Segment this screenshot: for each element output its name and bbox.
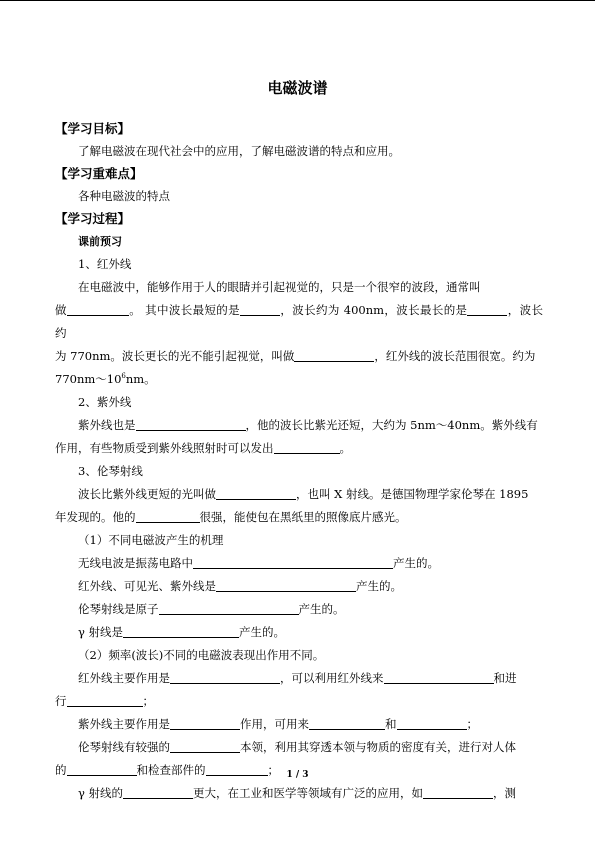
text-run: 无线电波是振荡电路中 (78, 556, 193, 570)
mechanism-heading: （1）不同电磁波产生的机理 (78, 533, 224, 547)
mechanism-xray (55, 598, 543, 621)
fill-blank[interactable] (309, 716, 385, 730)
infrared-paragraph-cont (55, 299, 543, 345)
text-run: ，波长约为 400nm，波长最长的是 (280, 303, 468, 317)
effects-heading: （2）频率(波长)不同的电磁波表现出作用不同。 (78, 648, 325, 662)
text-run: ，波长约 (55, 303, 544, 340)
fill-blank[interactable] (67, 693, 143, 707)
section-heading-process: 【学习过程】 (55, 211, 131, 226)
fill-blank[interactable] (397, 716, 467, 730)
fill-blank[interactable] (136, 417, 246, 431)
text-run: 更大，在工业和医学等领域有广泛的应用，如 (193, 786, 424, 800)
fill-blank[interactable] (467, 302, 507, 316)
fill-blank[interactable] (384, 670, 494, 684)
fill-blank[interactable] (136, 509, 200, 523)
text-run: ，测 (493, 786, 517, 800)
fill-blank[interactable] (240, 302, 280, 316)
section-heading-goals: 【学习目标】 (55, 121, 131, 136)
text-run: 作用，可用来 (240, 717, 309, 731)
mechanism-light (55, 575, 543, 598)
mechanism-radio (55, 552, 543, 575)
fill-blank[interactable] (216, 578, 356, 592)
text-run: 的 (55, 763, 67, 777)
text-run: 和 (385, 717, 397, 731)
text-run: 产生的。 (393, 556, 439, 570)
fill-blank[interactable] (170, 716, 240, 730)
text-run: ，也叫 X 射线。是德国物理学家伦琴在 1895 (296, 487, 529, 501)
text-run: ，可以利用红外线来 (280, 671, 384, 685)
xray-paragraph (55, 483, 543, 506)
fill-blank[interactable] (274, 440, 340, 454)
fill-blank[interactable] (423, 785, 493, 799)
fill-blank[interactable] (170, 739, 240, 753)
section-heading-key-points: 【学习重难点】 (55, 166, 143, 181)
text-run: 产生的。 (298, 602, 345, 616)
text-run: 为 770nm。波长更长的光不能引起视觉，叫做 (55, 349, 295, 363)
text-run: 伦琴射线是原子 (78, 602, 159, 616)
infrared-paragraph-cont2 (55, 345, 543, 368)
text-run: ； (142, 694, 154, 708)
text-run: 770nm～10 (55, 372, 122, 386)
effects-xray (55, 736, 543, 759)
key-points-text: 各种电磁波的特点 (78, 189, 170, 203)
text-run: 和进 (493, 671, 517, 685)
infrared-heading: 1、红外线 (78, 257, 132, 271)
effects-infrared (55, 667, 543, 690)
text-run: γ 射线的 (78, 786, 124, 800)
text-run: 红外线、可见光、紫外线是 (78, 579, 216, 593)
goals-text: 了解电磁波在现代社会中的应用，了解电磁波谱的特点和应用。 (78, 144, 400, 158)
text-run: 本领，利用其穿透本领与物质的密度有关，进行对人体 (240, 740, 516, 754)
fill-blank[interactable] (67, 302, 129, 316)
text-run: 产生的。 (356, 579, 402, 593)
page-title: 电磁波谱 (267, 79, 328, 97)
superscript: 6 (121, 372, 126, 381)
fill-blank[interactable] (159, 601, 299, 615)
text-run: 行 (55, 694, 67, 708)
text-run: nm。 (125, 372, 156, 386)
effects-gamma (55, 782, 543, 805)
preview-heading: 课前预习 (78, 235, 122, 248)
fill-blank[interactable] (170, 670, 280, 684)
text-run: 红外线主要作用是 (78, 671, 170, 685)
text-run: ，红外线的波长范围很宽。约为 (374, 349, 536, 363)
effects-infrared-cont (55, 690, 543, 713)
text-run: 紫外线主要作用是 (78, 717, 170, 731)
text-run: 。 (339, 441, 351, 455)
text-run: 很强，能使包在黑纸里的照像底片感光。 (199, 510, 407, 524)
top-border-line (0, 0, 595, 1)
fill-blank[interactable] (123, 624, 239, 638)
text-run: 年发现的。他的 (55, 510, 136, 524)
fill-blank[interactable] (216, 486, 296, 500)
ultraviolet-paragraph (55, 414, 543, 437)
effects-ultraviolet (55, 713, 543, 736)
page-number: 1 / 3 (286, 770, 309, 780)
text-run: 做 (55, 303, 67, 317)
mechanism-gamma (55, 621, 543, 644)
text-run: γ 射线是 (78, 625, 124, 639)
fill-blank[interactable] (123, 785, 193, 799)
ultraviolet-heading: 2、紫外线 (78, 395, 132, 409)
text-run: 作用，有些物质受到紫外线照射时可以发出 (55, 441, 274, 455)
ultraviolet-paragraph-cont (55, 437, 543, 460)
text-run: 在电磁波中，能够作用于人的眼睛并引起视觉的，只是一个很窄的波段，通常叫 (78, 280, 481, 294)
xray-heading: 3、伦琴射线 (78, 464, 143, 478)
text-run: ； (466, 717, 478, 731)
text-run: 和检查部件的 (136, 763, 206, 777)
text-run: 伦琴射线有较强的 (78, 740, 170, 754)
document-body (55, 118, 543, 805)
text-run: ，他的波长比紫光还短，大约为 5nm～40nm。紫外线有 (245, 418, 538, 432)
infrared-paragraph (55, 276, 543, 299)
text-run: 紫外线也是 (78, 418, 136, 432)
text-run: ； (267, 763, 279, 777)
infrared-range (55, 368, 543, 391)
text-run: 。 其中波长最短的是 (128, 303, 241, 317)
fill-blank[interactable] (193, 555, 393, 569)
text-run: 产生的。 (239, 625, 286, 639)
fill-blank[interactable] (294, 348, 374, 362)
xray-paragraph-cont (55, 506, 543, 529)
text-run: 波长比紫外线更短的光叫做 (78, 487, 216, 501)
